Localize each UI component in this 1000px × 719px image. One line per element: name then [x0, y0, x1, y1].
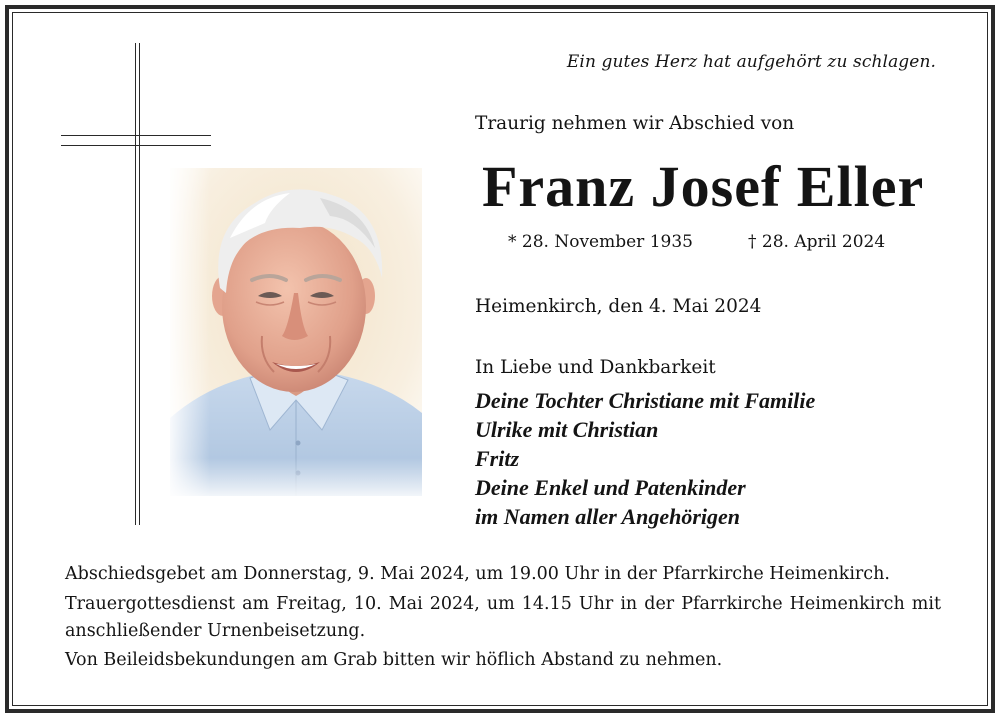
mourner-item: Fritz — [475, 446, 520, 471]
mourner-item: im Namen aller Angehörigen — [475, 504, 741, 529]
deceased-name: Franz Josef Eller — [482, 154, 925, 219]
portrait-photo — [170, 168, 422, 496]
mourners-list — [475, 386, 815, 531]
intro-line: Traurig nehmen wir Abschied von — [475, 113, 795, 134]
mourner-item: Deine Tochter Christiane mit Familie — [475, 388, 816, 413]
death-date: † 28. April 2024 — [748, 232, 886, 252]
love-gratitude-line: In Liebe und Dankbarkeit — [475, 357, 716, 378]
birth-date: * 28. November 1935 — [508, 232, 693, 252]
mourner-item: Ulrike mit Christian — [475, 417, 659, 442]
motto-line: Ein gutes Herz hat aufgehört zu schlagen. — [566, 52, 936, 72]
place-date: Heimenkirch, den 4. Mai 2024 — [475, 296, 762, 317]
cross-horizontal-bar — [61, 135, 211, 146]
service-notice: Trauergottesdienst am Freitag, 10. Mai 2024, um 14.15 Uhr in der Pfarrkirche Heimenkirch mit anschließender Urnenbeisetzung. — [65, 594, 941, 641]
condolence-notice: Von Beileidsbekundungen am Grab bitten wir höflich Abstand zu nehmen. — [65, 650, 723, 670]
prayer-notice: Abschiedsgebet am Donnerstag, 9. Mai 2024, um 19.00 Uhr in der Pfarrkirche Heimenkirch. — [65, 564, 890, 584]
mourner-item: Deine Enkel und Patenkinder — [475, 475, 746, 500]
cross-vertical-bar — [135, 43, 140, 525]
